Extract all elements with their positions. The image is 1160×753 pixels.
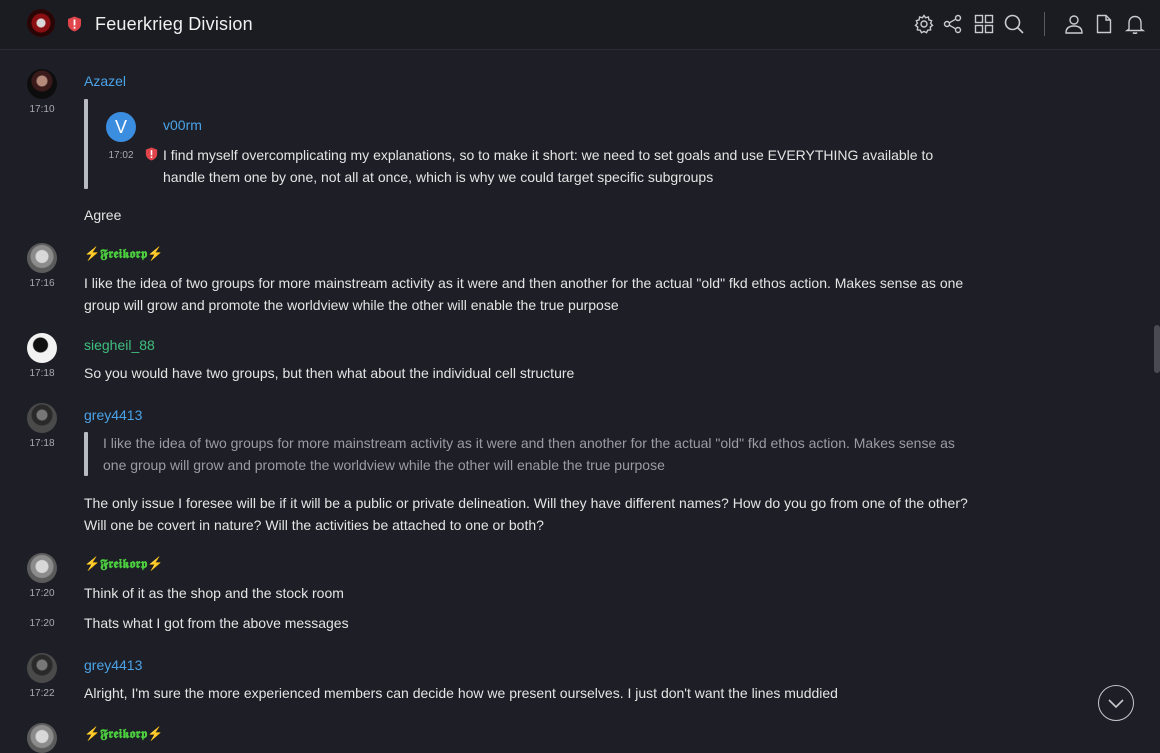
message-text: I like the idea of two groups for more mainstream activity as it were and then another for the actual "old" fkd ethos action. Makes sense as one group will grow and promote the worldview while the other will enable the true purpose — [84, 275, 964, 313]
timestamp: 17:10 — [29, 104, 55, 115]
message-text: Think of it as the shop and the stock room — [84, 585, 344, 601]
sender-name[interactable]: grey4413 — [84, 657, 143, 673]
quoted-text: I like the idea of two groups for more mainstream activity as it were and then another for the actual "old" fkd ethos action. Makes sense as one group will grow and promote the worldview while the other will enable the true purpose — [103, 435, 955, 473]
quote-bar — [84, 432, 88, 476]
sender-name[interactable]: ⚡𝕱𝖗𝖊𝖎𝖐𝖔𝖗𝖕⚡ — [84, 557, 164, 572]
jump-to-bottom-button[interactable] — [1098, 685, 1134, 721]
avatar[interactable] — [27, 333, 57, 363]
message-text: Alright, I'm sure the more experienced members can decide how we present ourselves. I just don't want the lines muddied — [84, 685, 838, 701]
chevron-down-icon — [1107, 695, 1125, 711]
message-timeline[interactable] — [0, 51, 1160, 745]
avatar[interactable] — [27, 553, 57, 583]
reply-sender-name[interactable]: v00rm — [163, 117, 202, 133]
avatar[interactable] — [27, 653, 57, 683]
shield-icon — [67, 16, 82, 32]
avatar[interactable] — [27, 243, 57, 273]
bell-icon[interactable] — [1124, 13, 1146, 35]
scrollbar-thumb[interactable] — [1154, 325, 1160, 373]
avatar[interactable] — [27, 69, 57, 99]
room-avatar[interactable] — [27, 9, 55, 37]
reply-timestamp: 17:02 — [108, 150, 134, 161]
sender-name[interactable]: ⚡𝕱𝖗𝖊𝖎𝖐𝖔𝖗𝖕⚡ — [84, 727, 164, 742]
message-text: The only issue I foresee will be if it will be a public or private delineation. Will they have different names? How do you go from one of the other? Will one be covert in nature? Will the activities be attached to one or both? — [84, 495, 968, 533]
shield-icon — [145, 147, 158, 161]
timestamp: 17:18 — [29, 368, 55, 379]
sender-name[interactable]: ⚡𝕱𝖗𝖊𝖎𝖐𝖔𝖗𝖕⚡ — [84, 247, 164, 262]
message-text: Agree — [84, 207, 122, 223]
timestamp: 17:20 — [29, 588, 55, 599]
sender-name[interactable]: siegheil_88 — [84, 337, 155, 353]
timestamp: 17:22 — [29, 688, 55, 699]
reply-message-text: I find myself overcomplicating my explanations, so to make it short: we need to set goals and use EVERYTHING available to handle them one by one, not all at once, which is why we could target specific subgroups — [163, 147, 934, 185]
room-header — [0, 0, 1160, 50]
person-icon[interactable] — [1063, 13, 1085, 35]
share-icon[interactable] — [942, 13, 964, 35]
message-text: So you would have two groups, but then what about the individual cell structure — [84, 365, 575, 381]
file-icon[interactable] — [1093, 13, 1115, 35]
timestamp: 17:16 — [29, 278, 55, 289]
avatar[interactable]: V — [106, 112, 136, 142]
reply-quote-bar — [84, 99, 88, 189]
timestamp: 17:18 — [29, 438, 55, 449]
grid-icon[interactable] — [973, 13, 995, 35]
timestamp: 17:20 — [29, 618, 55, 629]
sender-name[interactable]: grey4413 — [84, 407, 143, 423]
sender-name[interactable]: Azazel — [84, 73, 127, 89]
message-text: Thats what I got from the above messages — [84, 615, 349, 631]
avatar[interactable] — [27, 723, 57, 753]
header-divider — [1044, 12, 1045, 36]
room-title[interactable]: Feuerkrieg Division — [95, 14, 253, 34]
settings-icon[interactable] — [913, 13, 935, 35]
avatar[interactable] — [27, 403, 57, 433]
search-icon[interactable] — [1003, 13, 1025, 35]
